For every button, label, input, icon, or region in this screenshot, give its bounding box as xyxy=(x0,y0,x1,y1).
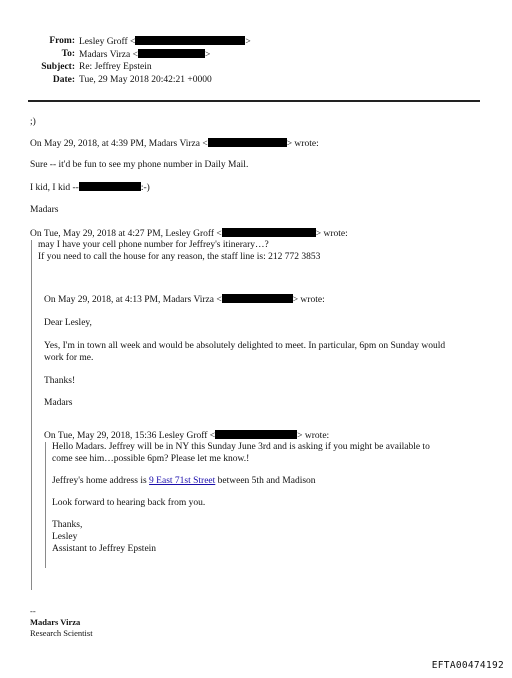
from-label: From: xyxy=(49,36,75,46)
reply4-sig2: Lesley xyxy=(52,532,78,542)
reply1-line2: I kid, I kid -- :-) xyxy=(30,183,150,193)
reply3-body2: work for me. xyxy=(44,353,94,363)
from-value: Lesley Groff < > xyxy=(79,37,251,47)
to-value: Madars Virza < > xyxy=(79,50,211,60)
redaction-block xyxy=(79,182,141,191)
reply4-sig3: Assistant to Jeffrey Epstein xyxy=(52,544,157,554)
smiley-text: ;) xyxy=(30,117,36,127)
reply1-attribution: On May 29, 2018, at 4:39 PM, Madars Virza < > wrote: xyxy=(30,139,319,149)
redaction-block xyxy=(215,430,297,439)
redaction-block xyxy=(138,49,205,58)
date-label: Date: xyxy=(52,75,75,85)
reply3-signature: Madars xyxy=(44,398,73,408)
reply2-line2: If you need to call the house for any reason, the staff line is: 212 772 3853 xyxy=(38,252,321,262)
quote-bar-level2 xyxy=(45,442,46,568)
reply4-body1: Hello Madars. Jeffrey will be in NY this Sunday June 3rd and is asking if you might be available to xyxy=(52,442,430,452)
redaction-block xyxy=(222,228,316,237)
to-label: To: xyxy=(61,49,75,59)
reply2-attribution: On Tue, May 29, 2018 at 4:27 PM, Lesley Groff < > wrote: xyxy=(30,229,348,239)
address-link[interactable]: 9 East 71st Street xyxy=(149,476,216,486)
reply2-line1: may I have your cell phone number for Jeffrey's itinerary…? xyxy=(38,240,269,250)
reply4-attribution: On Tue, May 29, 2018, 15:36 Lesley Groff < > wrote: xyxy=(44,431,330,441)
redaction-block xyxy=(135,36,245,45)
redaction-block xyxy=(222,294,293,303)
subject-value: Re: Jeffrey Epstein xyxy=(79,62,152,72)
document-id: EFTA00474192 xyxy=(431,660,504,671)
reply4-body2: come see him…possible 6pm? Please let me know.! xyxy=(52,454,250,464)
signature-dashes: -- xyxy=(30,606,36,616)
reply3-thanks: Thanks! xyxy=(44,376,76,386)
signature-name: Madars Virza xyxy=(30,617,81,627)
header-divider xyxy=(28,100,480,102)
redaction-block xyxy=(208,138,287,147)
quote-bar-level1 xyxy=(31,240,32,590)
reply4-address-line: Jeffrey's home address is 9 East 71st Street between 5th and Madison xyxy=(52,476,316,486)
reply4-sig1: Thanks, xyxy=(52,520,83,530)
reply3-attribution: On May 29, 2018, at 4:13 PM, Madars Virza < > wrote: xyxy=(44,295,325,305)
date-value: Tue, 29 May 2018 20:42:21 +0000 xyxy=(79,75,212,85)
reply1-line1: Sure -- it'd be fun to see my phone number in Daily Mail. xyxy=(30,160,249,170)
reply3-body1: Yes, I'm in town all week and would be absolutely delighted to meet. In particular, 6pm on Sunday would xyxy=(44,341,446,351)
reply4-forward: Look forward to hearing back from you. xyxy=(52,498,206,508)
signature-title: Research Scientist xyxy=(30,628,93,638)
subject-label: Subject: xyxy=(41,62,75,72)
reply3-greeting: Dear Lesley, xyxy=(44,318,92,328)
reply1-signature: Madars xyxy=(30,205,59,215)
